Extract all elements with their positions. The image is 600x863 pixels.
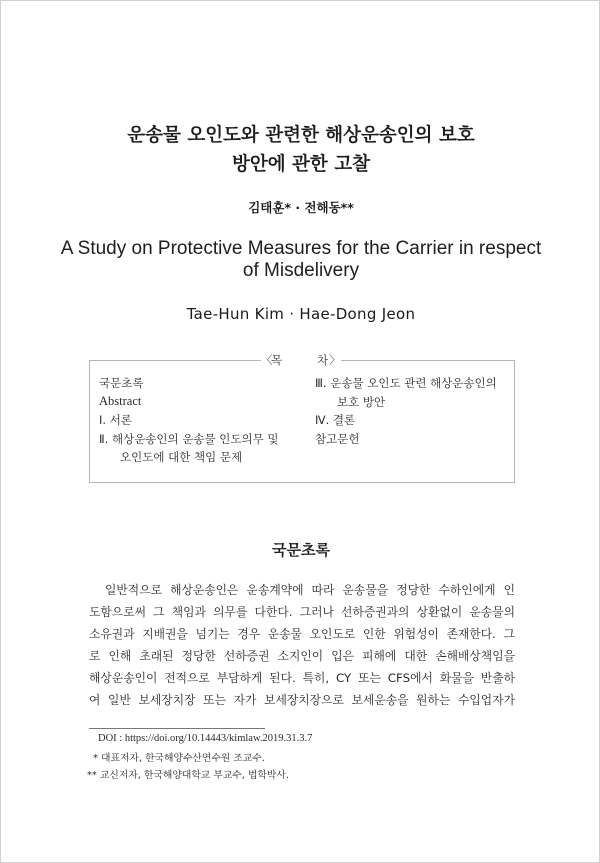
toc-item-chapter-3[interactable]: Ⅲ. 운송물 오인도 관련 해상운송인의 bbox=[315, 376, 497, 390]
abstract-line-6: 여 일반 보세장치장 또는 자가 보세장치장으로 보세운송을 원하는 수입업자가 bbox=[89, 693, 515, 707]
footnote-doi[interactable]: DOI : https://doi.org/10.14443/kimlaw.2019.31.3.7 bbox=[98, 733, 313, 744]
toc-top-rule-right bbox=[341, 360, 515, 361]
abstract-line-1: 일반적으로 해상운송인은 운송계약에 따라 운송물을 정당한 수하인에게 인 bbox=[105, 583, 515, 597]
toc-item-references[interactable]: 참고문헌 bbox=[315, 432, 360, 446]
toc-heading-b: 차 bbox=[317, 353, 329, 367]
abstract-line-3: 소유권과 지배권을 넘기는 경우 운송물 오인도로 인한 위험성이 존재한다. 그 bbox=[89, 627, 515, 641]
abstract-heading: 국문초록 bbox=[272, 541, 330, 559]
footnote-rule bbox=[89, 728, 265, 729]
toc-heading-open: 〈 bbox=[261, 353, 273, 367]
toc-heading-close: 〉 bbox=[329, 353, 341, 367]
title-en-line-2: of Misdelivery bbox=[242, 260, 360, 281]
abstract-line-5: 해상운송인이 전적으로 부담하게 된다. 특히, CY 또는 CFS에서 화물을 반출하 bbox=[89, 671, 515, 685]
title-en-line-1: A Study on Protective Measures for the Carrier in respect bbox=[60, 238, 542, 259]
title-ko-line-2: 방안에 관한 고찰 bbox=[232, 154, 370, 175]
toc-item-chapter-2[interactable]: Ⅱ. 해상운송인의 운송물 인도의무 및 bbox=[99, 432, 279, 446]
toc-item-chapter-3-cont[interactable]: 보호 방안 bbox=[337, 395, 386, 409]
title-ko-line-1: 운송물 오인도와 관련한 해상운송인의 보호 bbox=[127, 125, 475, 146]
abstract-line-4: 로 인해 초래된 정당한 선하증권 소지인이 입은 피해에 대한 손해배상책임을 bbox=[89, 649, 515, 663]
toc-item-introduction[interactable]: Ⅰ. 서론 bbox=[99, 413, 132, 427]
authors-ko: 김태훈* · 전해동** bbox=[248, 200, 354, 215]
footnote-corresponding-author: ** 교신저자, 한국해양대학교 부교수, 법학박사. bbox=[87, 770, 289, 781]
footnote-first-author: * 대표저자, 한국해양수산연수원 조교수. bbox=[93, 753, 265, 764]
toc-item-abstract[interactable]: Abstract bbox=[99, 394, 142, 408]
toc-top-rule-left bbox=[89, 360, 261, 361]
toc-item-korean-abstract[interactable]: 국문초록 bbox=[99, 376, 144, 390]
abstract-line-2: 도함으로써 그 책임과 의무를 다한다. 그러나 선하증권과의 상환없이 운송물의 bbox=[89, 605, 515, 619]
toc-item-conclusion[interactable]: Ⅳ. 결론 bbox=[315, 413, 356, 427]
authors-en: Tae-Hun Kim · Hae-Dong Jeon bbox=[186, 305, 416, 323]
toc-item-chapter-2-cont[interactable]: 오인도에 대한 책임 문제 bbox=[120, 450, 243, 464]
toc-heading-a: 목 bbox=[271, 353, 283, 367]
